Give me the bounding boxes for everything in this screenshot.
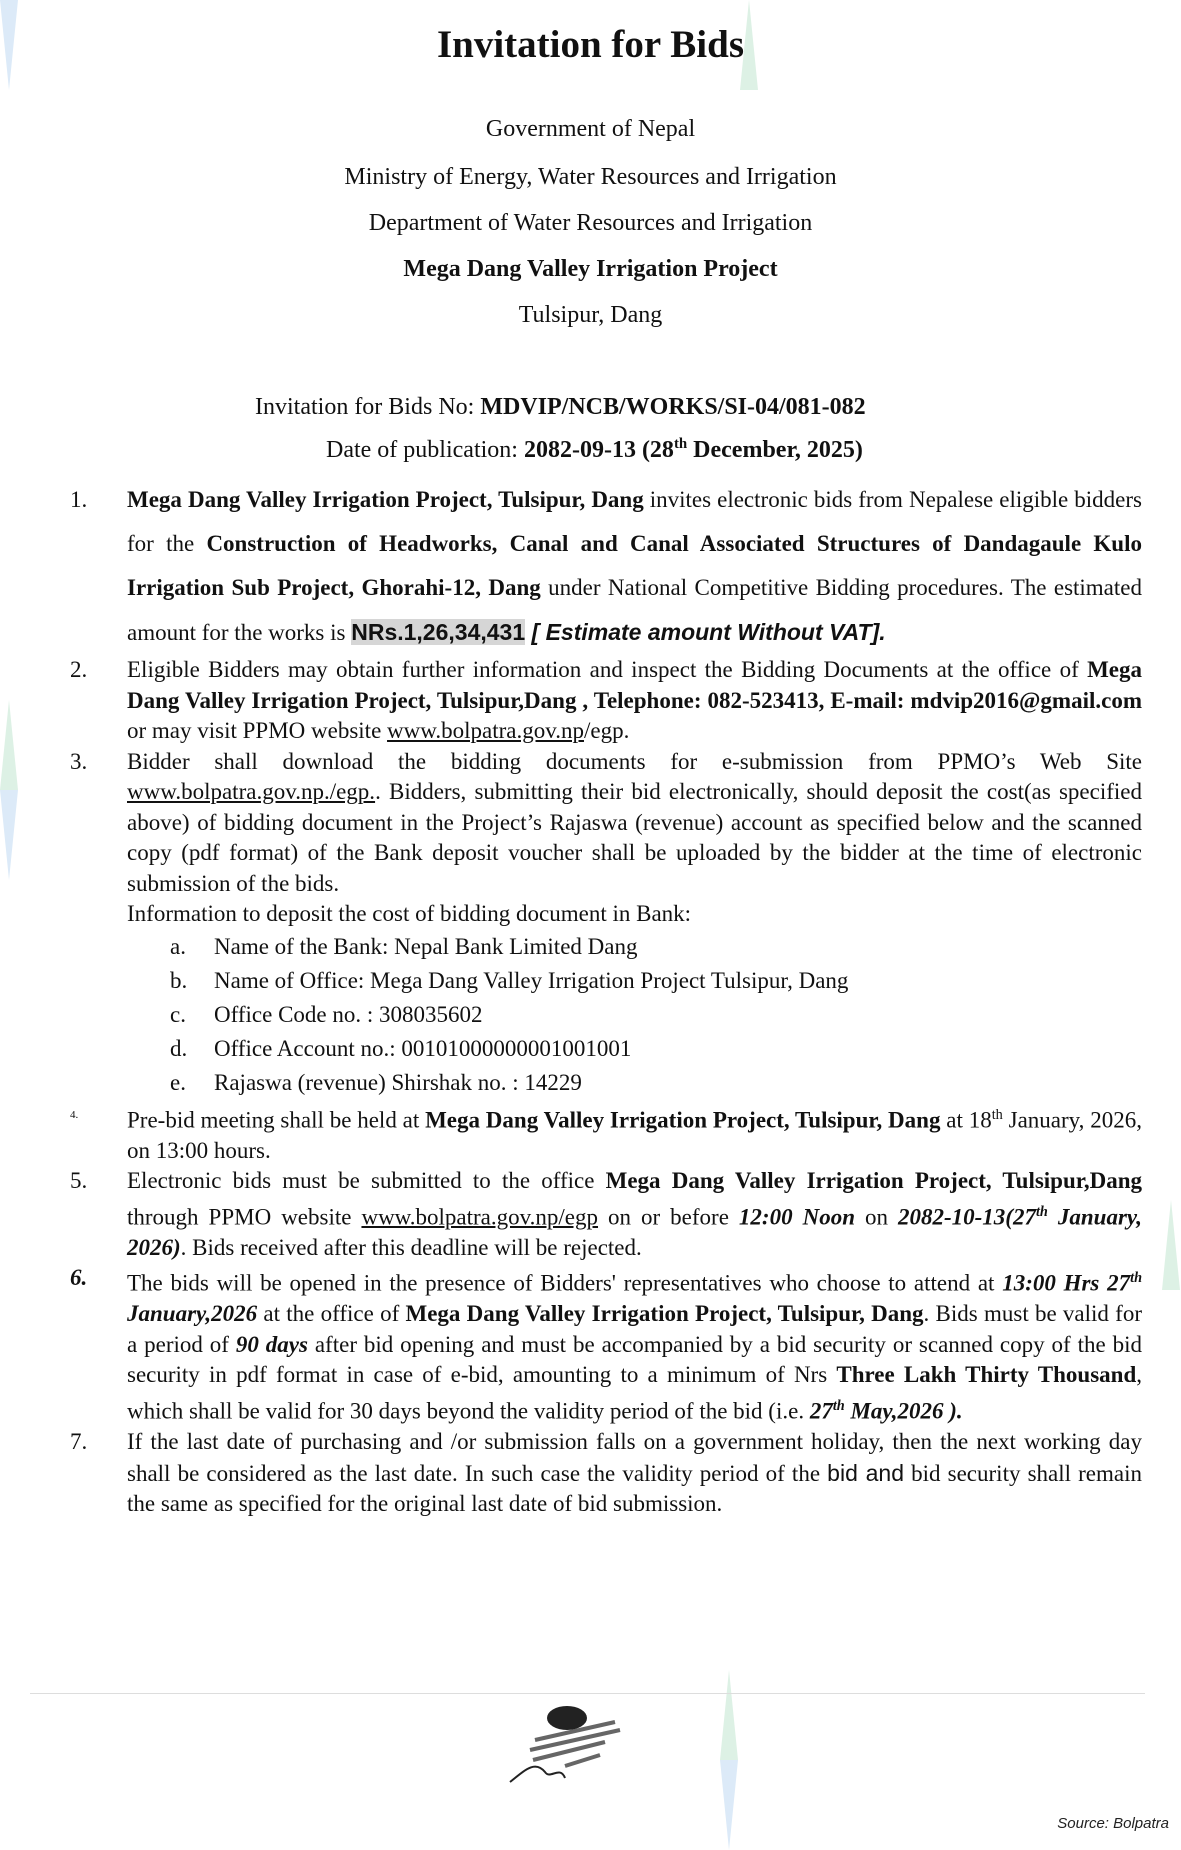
bank-info-letter: b. xyxy=(170,967,188,993)
item-number: 2. xyxy=(70,657,88,682)
text-segment: on xyxy=(854,1204,898,1230)
text-segment: Eligible Bidders may obtain further information and inspect the Bidding Documents at the office of xyxy=(127,657,1088,682)
text-segment: Mega Dang Valley Irrigation Project, Tulsipur, Dang xyxy=(425,1107,941,1133)
item-number: 5. xyxy=(70,1168,88,1194)
text-segment: at the office of xyxy=(257,1301,406,1327)
text-segment: Mega Dang Valley Irrigation Project, Tulsipur,Dang , Telephone: 082-523413, E-mail: mdvip2016@gmail.com xyxy=(127,657,1142,713)
item-number: 3. xyxy=(70,748,88,774)
text-segment: Information to deposit the cost of bidding document in Bank: xyxy=(127,901,692,926)
text-segment: May,2026 ). xyxy=(844,1398,963,1424)
text-segment: January, 2026) xyxy=(127,1204,1142,1260)
bank-info-letter: c. xyxy=(170,1001,186,1027)
text-segment: Bidder shall download the bidding documents for e-submission from PPMO’s Web Site xyxy=(127,748,1142,774)
bank-info-item xyxy=(70,964,1142,998)
ifb-number xyxy=(255,394,866,421)
item-text xyxy=(127,1166,1142,1263)
text-segment: on or before xyxy=(598,1204,739,1230)
bank-info-item xyxy=(70,1066,1142,1100)
list-item xyxy=(70,747,1142,930)
item-number: 1. xyxy=(70,487,88,512)
bank-info-letter: e. xyxy=(170,1069,186,1095)
bid-conditions-list xyxy=(70,478,1142,1520)
list-item xyxy=(70,1427,1142,1520)
bank-info-text: Rajaswa (revenue) Shirshak no. : 14229 xyxy=(214,1069,582,1095)
bank-info-letter: a. xyxy=(170,933,186,959)
bank-info-text: Name of the Bank: Nepal Bank Limited Dang xyxy=(214,933,638,959)
ifb-value: MDVIP/NCB/WORKS/SI-04/081-082 xyxy=(480,394,866,420)
header-project: Mega Dang Valley Irrigation Project xyxy=(403,256,778,282)
item-number: 4. xyxy=(70,1108,79,1121)
text-segment: Mega Dang Valley Irrigation Project, Tulsipur,Dang xyxy=(605,1168,1143,1194)
watermark-arrow-icon xyxy=(1162,1200,1180,1290)
item-number: 7. xyxy=(70,1429,88,1455)
text-segment: or may visit PPMO website xyxy=(127,718,388,743)
bank-info-item xyxy=(70,1032,1142,1066)
bank-info-text: Office Code no. : 308035602 xyxy=(214,1001,483,1027)
text-segment: 13:00 Hrs 27 xyxy=(1002,1270,1131,1296)
link[interactable]: www.bolpatra.gov.np xyxy=(387,718,584,743)
publication-sup: th xyxy=(673,436,688,452)
text-segment: . Bids must be valid for a period of xyxy=(127,1301,1142,1357)
header-ministry: Ministry of Energy, Water Resources and Irrigation xyxy=(344,164,837,190)
source-credit: Source: Bolpatra xyxy=(1057,1815,1169,1832)
item-text xyxy=(127,655,1142,747)
text-segment: NRs.1,26,34,431 xyxy=(351,619,526,645)
text-segment: Mega Dang Valley Irrigation Project, Tulsipur, Dang xyxy=(405,1301,924,1327)
item-text xyxy=(127,1427,1142,1520)
item-text xyxy=(127,747,1142,930)
text-segment: Mega Dang Valley Irrigation Project, Tulsipur, Dang xyxy=(127,487,644,512)
text-segment: Three Lakh Thirty Thousand xyxy=(836,1362,1137,1388)
official-seal-signature-icon xyxy=(505,1700,670,1790)
list-item xyxy=(70,1166,1142,1263)
text-segment: Construction of Headworks, Canal and Canal Associated Structures of Dandagaule Kulo Irrigation Sub Project, Ghorahi-12, Dang xyxy=(127,531,1142,600)
text-segment: , which shall be valid for 30 days beyond the validity period of the bid (i.e. xyxy=(127,1362,1142,1424)
watermark-arrow-icon xyxy=(0,790,18,880)
text-segment: /egp. xyxy=(583,718,630,743)
text-segment: Electronic bids must be submitted to the office xyxy=(127,1168,606,1194)
text-segment: 27 xyxy=(809,1398,833,1424)
watermark-arrow-icon xyxy=(0,700,18,790)
header-department: Department of Water Resources and Irrigation xyxy=(368,210,813,236)
item-text xyxy=(127,1263,1142,1427)
text-segment: at 18 xyxy=(940,1107,992,1133)
text-segment: 2082-10-13(27 xyxy=(897,1204,1036,1230)
publication-label: Date of publication: xyxy=(326,437,524,463)
text-segment: after bid opening and must be accompanied by a bid security or scanned copy of the bid security in pdf format in case of e-bid, amounting to a minimum of Nrs xyxy=(127,1331,1142,1388)
publication-date xyxy=(326,436,863,464)
document-title: Invitation for Bids xyxy=(436,23,744,66)
publication-value-rest: December, 2025) xyxy=(687,437,863,463)
publication-value: 2082-09-13 (28 xyxy=(523,437,674,463)
text-segment: [ Estimate amount Without VAT]. xyxy=(525,619,886,645)
item-number: 6. xyxy=(70,1265,88,1291)
text-segment: Pre-bid meeting shall be held at xyxy=(127,1107,426,1133)
list-item xyxy=(70,1100,1142,1167)
text-segment: The bids will be opened in the presence of Bidders' representatives who choose to attend at xyxy=(127,1270,1003,1296)
watermark-arrow-icon xyxy=(720,1670,738,1760)
list-item xyxy=(70,655,1142,747)
bank-info-item xyxy=(70,998,1142,1032)
text-segment: January,2026 xyxy=(127,1301,258,1327)
divider xyxy=(30,1693,1145,1694)
text-segment: bid and xyxy=(827,1459,905,1486)
text-segment: . Bids received after this deadline will be rejected. xyxy=(180,1234,642,1260)
bank-info-item xyxy=(70,930,1142,964)
text-segment: January, 2026, on 13:00 hours. xyxy=(127,1107,1142,1163)
text-segment: under National Competitive Bidding procedures. The estimated amount for the works is xyxy=(127,575,1142,645)
list-item xyxy=(70,1263,1142,1427)
text-segment: invites electronic bids from Nepalese eligible bidders for the xyxy=(127,487,1143,556)
text-segment: 12:00 Noon xyxy=(738,1204,855,1230)
watermark-arrow-icon xyxy=(720,1760,738,1850)
text-segment: th xyxy=(1130,1270,1143,1287)
text-segment: th xyxy=(991,1106,1003,1123)
header-government: Government of Nepal xyxy=(485,116,696,142)
text-segment: th xyxy=(1035,1203,1048,1220)
link[interactable]: www.bolpatra.gov.np/egp xyxy=(361,1204,599,1230)
bank-info-text: Office Account no.: 00101000000001001001 xyxy=(214,1035,632,1061)
header-location: Tulsipur, Dang xyxy=(518,302,663,328)
bank-info-letter: d. xyxy=(170,1035,188,1061)
text-segment: bid security shall remain the same as specified for the original last date of bid submission. xyxy=(127,1460,1143,1517)
text-segment: 90 days xyxy=(235,1331,308,1357)
item-text xyxy=(127,478,1142,655)
item-text xyxy=(127,1100,1142,1167)
bank-info-text: Name of Office: Mega Dang Valley Irrigation Project Tulsipur, Dang xyxy=(214,967,849,993)
ifb-label: Invitation for Bids No: xyxy=(255,394,481,420)
text-segment: If the last date of purchasing and /or submission falls on a government holiday, then the next working day shall be considered as the last date. In such case the validity period of the xyxy=(127,1429,1142,1486)
text-segment: th xyxy=(832,1397,845,1414)
text-segment: . Bidders, submitting their bid electronically, should deposit the cost(as specified above) of bidding document in the Project’s Rajaswa (revenue) account as specified below and the scanned copy (pdf format) of the Bank deposit voucher shall be uploaded by the bidder at the time of electronic submission of the bids. xyxy=(127,779,1142,896)
list-item xyxy=(70,478,1142,655)
link[interactable]: www.bolpatra.gov.np./egp. xyxy=(127,779,376,804)
text-segment: through PPMO website xyxy=(127,1204,362,1230)
